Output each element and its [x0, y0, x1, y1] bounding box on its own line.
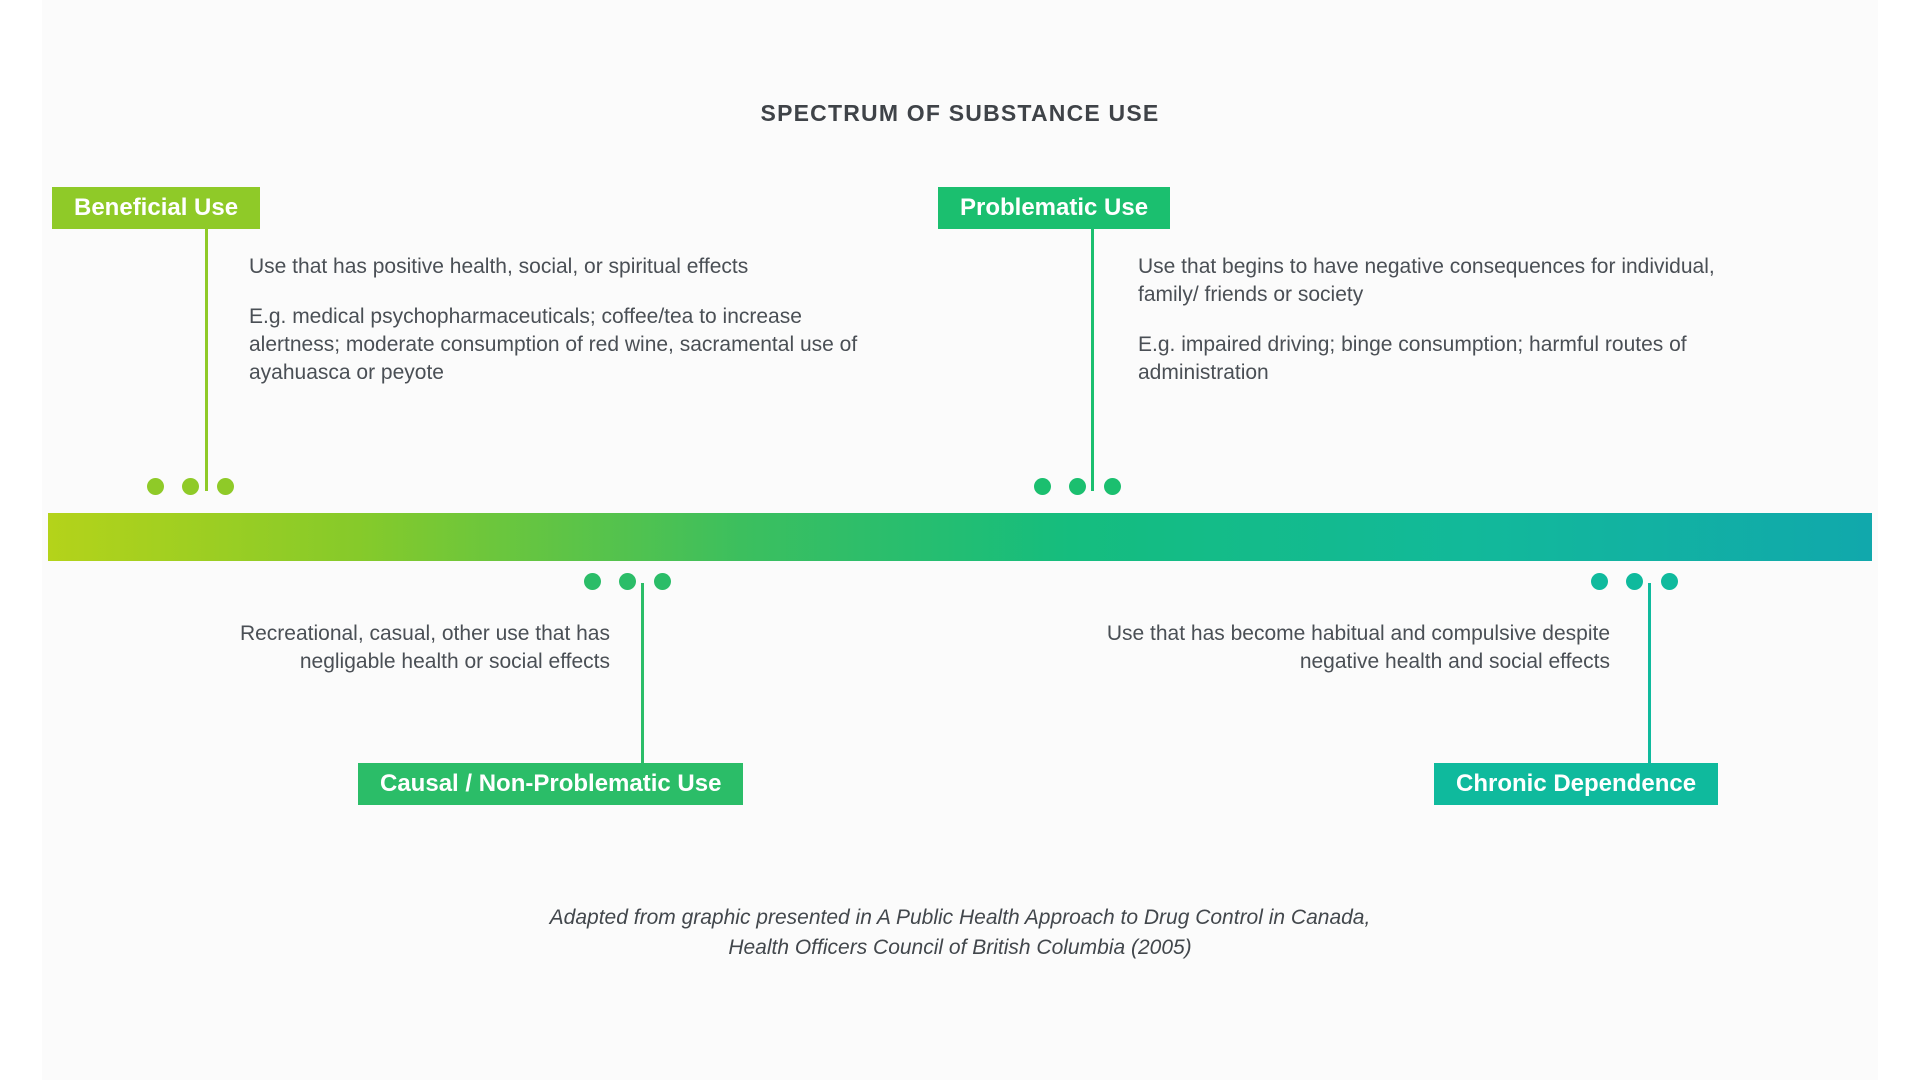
dot-icon: [654, 573, 671, 590]
description-casual-use: [190, 620, 610, 676]
dot-icon: [1034, 478, 1051, 495]
description-chronic-dependence: [1090, 620, 1610, 676]
dots-chronic-dependence: [1591, 573, 1678, 590]
beneficial-examples: E.g. medical psychopharmaceuticals; coffee/tea to increase alertness; moderate consumption of red wine, sacramental use of ayahuasca or peyote: [249, 304, 858, 384]
label-casual-use: Causal / Non-Problematic Use: [358, 763, 743, 805]
beneficial-definition: Use that has positive health, social, or spiritual effects: [249, 255, 749, 278]
dot-icon: [1591, 573, 1608, 590]
connector-chronic-dependence: [1648, 583, 1651, 763]
dot-icon: [1661, 573, 1678, 590]
dot-icon: [1626, 573, 1643, 590]
dot-icon: [1104, 478, 1121, 495]
dot-icon: [1069, 478, 1086, 495]
source-note-line-2: Health Officers Council of British Columbia (2005): [728, 936, 1192, 960]
description-problematic-use: [1138, 253, 1778, 387]
label-chronic-dependence: Chronic Dependence: [1434, 763, 1718, 805]
source-note: [0, 903, 1920, 964]
casual-definition: Recreational, casual, other use that has negligable health or social effects: [239, 622, 610, 673]
dot-icon: [217, 478, 234, 495]
label-beneficial-use: Beneficial Use: [52, 187, 260, 229]
description-beneficial-use: [249, 253, 869, 387]
connector-problematic-use: [1091, 229, 1094, 491]
dot-icon: [147, 478, 164, 495]
dots-casual-use: [584, 573, 671, 590]
problematic-definition: Use that begins to have negative consequences for individual, family/ friends or society: [1138, 255, 1715, 306]
connector-casual-use: [641, 583, 644, 763]
dot-icon: [584, 573, 601, 590]
source-note-line-1: Adapted from graphic presented in A Public Health Approach to Drug Control in Canada,: [549, 906, 1371, 929]
page-title: SPECTRUM OF SUBSTANCE USE: [760, 100, 1160, 126]
label-problematic-use: Problematic Use: [938, 187, 1170, 229]
dot-icon: [182, 478, 199, 495]
connector-beneficial-use: [205, 229, 208, 491]
dots-beneficial-use: [147, 478, 234, 495]
chronic-definition: Use that has become habitual and compulsive despite negative health and social effects: [1106, 622, 1610, 673]
dots-problematic-use: [1034, 478, 1121, 495]
dot-icon: [619, 573, 636, 590]
spectrum-gradient-bar: [48, 513, 1872, 561]
problematic-examples: E.g. impaired driving; binge consumption; harmful routes of administration: [1138, 332, 1687, 384]
